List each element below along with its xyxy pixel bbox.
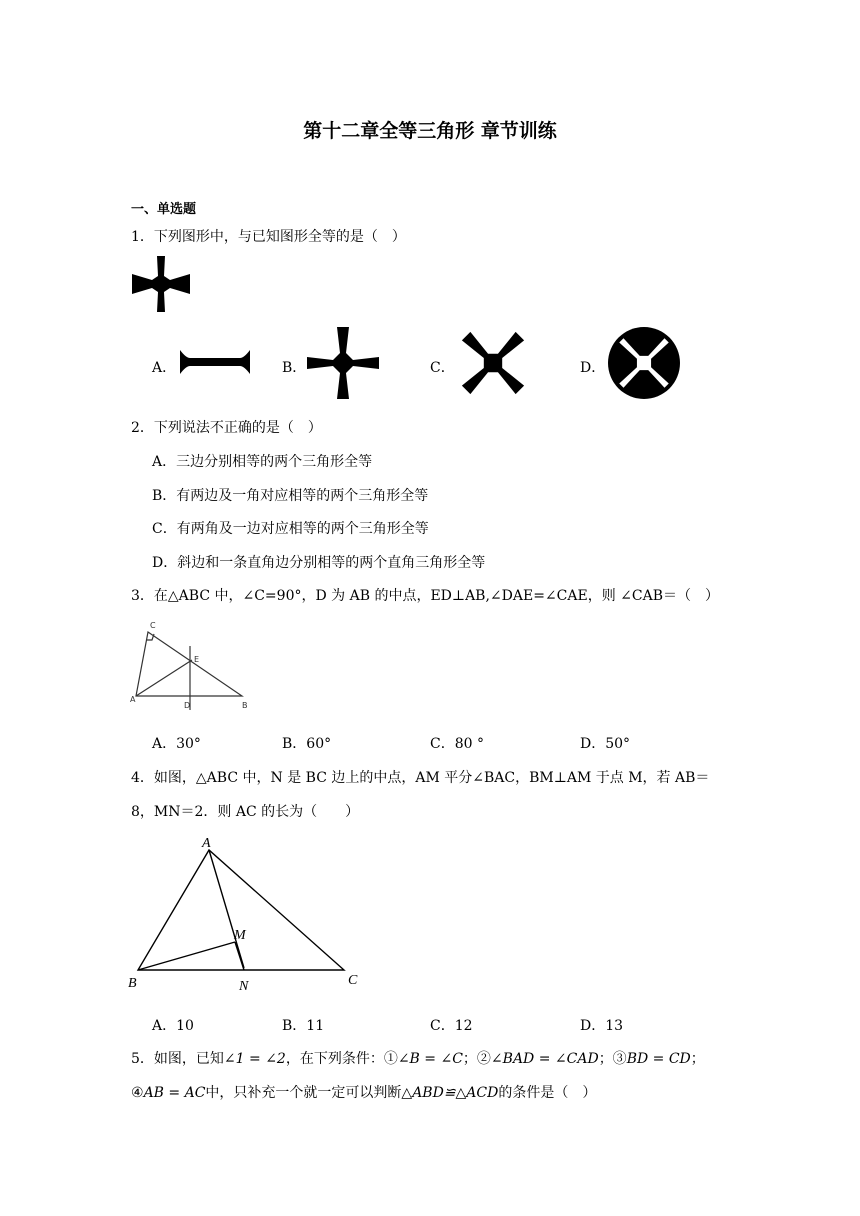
q1-option-b[interactable]: B． bbox=[282, 360, 307, 376]
q2-option-a[interactable]: A．三边分别相等的两个三角形全等 bbox=[152, 454, 373, 470]
q1-option-b-figure bbox=[305, 325, 381, 401]
q5-text-2e: 的条件是（ ） bbox=[498, 1085, 597, 1101]
q1-option-a-figure bbox=[178, 348, 252, 376]
q1-option-c[interactable]: C． bbox=[430, 360, 455, 376]
q4-option-d[interactable]: D．13 bbox=[580, 1018, 624, 1034]
q5-text-1g: ；③ bbox=[598, 1051, 627, 1067]
q3-option-c[interactable]: C．80 ° bbox=[430, 736, 484, 752]
q5-formula-angle12: ∠1 = ∠2 bbox=[223, 1051, 286, 1067]
q5-text-1c: ，在下列条件：① bbox=[285, 1051, 398, 1067]
q2-option-b[interactable]: B．有两边及一角对应相等的两个三角形全等 bbox=[152, 488, 429, 504]
q4-option-c[interactable]: C．12 bbox=[430, 1018, 473, 1034]
question-4-stem-line2: 8，MN＝2．则 AC 的长为（ ） bbox=[131, 804, 360, 820]
q1-option-d-figure bbox=[606, 325, 682, 401]
q2-option-c[interactable]: C．有两角及一边对应相等的两个三角形全等 bbox=[152, 521, 429, 537]
q3-label-a: A bbox=[130, 695, 136, 704]
q4-triangle-figure bbox=[126, 834, 366, 994]
page-title: 第十二章全等三角形 章节训练 bbox=[303, 120, 557, 142]
q3-label-b: B bbox=[242, 701, 248, 710]
q1-option-a[interactable]: A． bbox=[152, 360, 177, 376]
q5-text-1e: ；② bbox=[462, 1051, 491, 1067]
question-2-stem: 2．下列说法不正确的是（ ） bbox=[131, 420, 322, 436]
q5-formula-ABAC: AB = AC bbox=[143, 1085, 206, 1101]
q4-label-b: B bbox=[128, 976, 137, 991]
q5-formula-angleBC: ∠B = ∠C bbox=[397, 1051, 463, 1067]
q4-option-b[interactable]: B．11 bbox=[282, 1018, 325, 1034]
question-4-stem-line1: 4．如图，△ABC 中，N 是 BC 边上的中点，AM 平分∠BAC，BM⊥AM 于点 M，若 AB＝ bbox=[131, 770, 710, 786]
q4-label-c: C bbox=[348, 973, 358, 988]
q5-text-1i: ； bbox=[690, 1051, 705, 1067]
q1-option-c-figure bbox=[455, 325, 531, 401]
q3-label-c: C bbox=[150, 621, 156, 630]
q5-formula-congruent: △ABD≌△ACD bbox=[401, 1085, 499, 1101]
q5-text-2c: 中，只补充一个就一定可以判断 bbox=[205, 1085, 402, 1101]
q5-formula-BDCD: BD = CD bbox=[626, 1051, 691, 1067]
q4-option-a[interactable]: A．10 bbox=[152, 1018, 194, 1034]
section-heading: 一、单选题 bbox=[131, 202, 197, 217]
q3-option-d[interactable]: D．50° bbox=[580, 736, 631, 752]
q5-text-2a: ④ bbox=[131, 1085, 144, 1101]
q1-option-d[interactable]: D． bbox=[580, 360, 606, 376]
q3-label-d: D bbox=[184, 701, 191, 710]
q3-option-b[interactable]: B．60° bbox=[282, 736, 332, 752]
given-cross-figure bbox=[128, 252, 194, 316]
q2-option-d[interactable]: D．斜边和一条直角边分别相等的两个直角三角形全等 bbox=[152, 555, 486, 571]
question-5-stem-line2 bbox=[131, 1082, 596, 1102]
q4-label-a: A bbox=[202, 836, 211, 851]
q4-label-n: N bbox=[239, 979, 249, 994]
q3-label-e: E bbox=[194, 655, 200, 664]
q5-formula-angleBAD: ∠BAD = ∠CAD bbox=[490, 1051, 599, 1067]
q3-option-a[interactable]: A．30° bbox=[152, 736, 201, 752]
q5-text-1a: 5．如图，已知 bbox=[131, 1051, 224, 1067]
q4-label-m: M bbox=[234, 928, 246, 943]
q3-triangle-figure bbox=[130, 618, 248, 714]
question-5-stem-line1 bbox=[131, 1048, 705, 1068]
question-3-stem: 3．在△ABC 中，∠C=90°，D 为 AB 的中点，ED⊥AB,∠DAE=∠CAE，则 ∠CAB＝（ ） bbox=[131, 588, 719, 604]
question-1-stem: 1．下列图形中，与已知图形全等的是（ ） bbox=[131, 229, 406, 245]
